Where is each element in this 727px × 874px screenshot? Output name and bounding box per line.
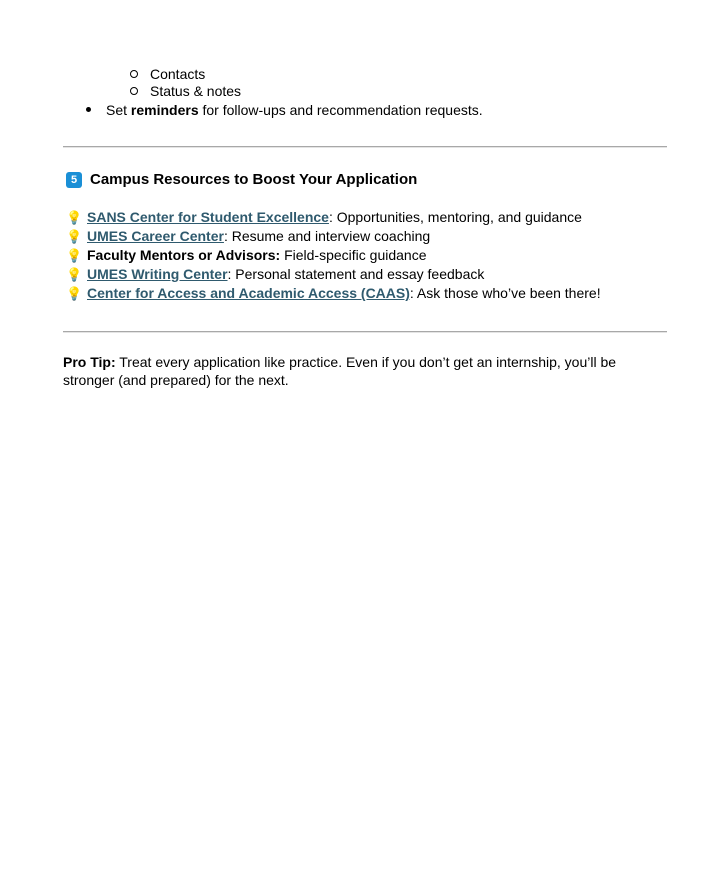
section-title xyxy=(66,170,417,190)
pro-tip-text: Treat every application like practice. Even if you don’t get an internship, you’ll be stronger (and prepared) for the next. xyxy=(63,354,617,388)
reminder-bold: reminders xyxy=(130,102,199,118)
resource-link[interactable]: UMES Writing Center xyxy=(87,266,228,282)
disc-bullet-icon xyxy=(86,107,91,112)
resource-description: Field-specific guidance xyxy=(280,247,427,263)
resource-link[interactable]: UMES Career Center xyxy=(87,228,224,244)
resource-item xyxy=(66,265,484,284)
number-5-icon: 5 xyxy=(66,172,82,188)
lightbulb-icon: 💡 xyxy=(66,267,83,282)
resource-description: : Personal statement and essay feedback xyxy=(227,266,485,282)
lightbulb-icon: 💡 xyxy=(66,210,83,225)
section-title-text: Campus Resources to Boost Your Application xyxy=(90,171,418,188)
pro-tip-label: Pro Tip: xyxy=(63,354,116,370)
list-item-contacts xyxy=(130,66,205,83)
resource-link[interactable]: SANS Center for Student Excellence xyxy=(87,209,329,225)
resource-link[interactable]: Center for Access and Academic Access (CAAS) xyxy=(87,285,410,301)
reminder-prefix: Set xyxy=(106,102,131,118)
resource-description: : Opportunities, mentoring, and guidance xyxy=(328,209,582,225)
sub-item-label: Contacts xyxy=(150,66,206,82)
pro-tip xyxy=(63,353,663,389)
sub-item-label: Status & notes xyxy=(150,83,242,99)
resource-label: Faculty Mentors or Advisors: xyxy=(87,247,281,263)
lightbulb-icon: 💡 xyxy=(66,248,83,263)
resource-item xyxy=(66,208,582,227)
lightbulb-icon: 💡 xyxy=(66,286,83,301)
resource-item xyxy=(66,246,426,265)
resource-description: : Ask those who’ve been there! xyxy=(409,285,601,301)
list-item-status-notes xyxy=(130,83,241,100)
resource-item xyxy=(66,284,601,303)
list-item-reminders xyxy=(86,101,483,119)
circle-bullet-icon xyxy=(130,70,138,78)
lightbulb-icon: 💡 xyxy=(66,229,83,244)
divider xyxy=(63,331,667,333)
resource-description: : Resume and interview coaching xyxy=(223,228,431,244)
resource-item xyxy=(66,227,430,246)
circle-bullet-icon xyxy=(130,87,138,95)
divider xyxy=(63,146,667,148)
reminder-suffix: for follow-ups and recommendation requests. xyxy=(198,102,483,118)
